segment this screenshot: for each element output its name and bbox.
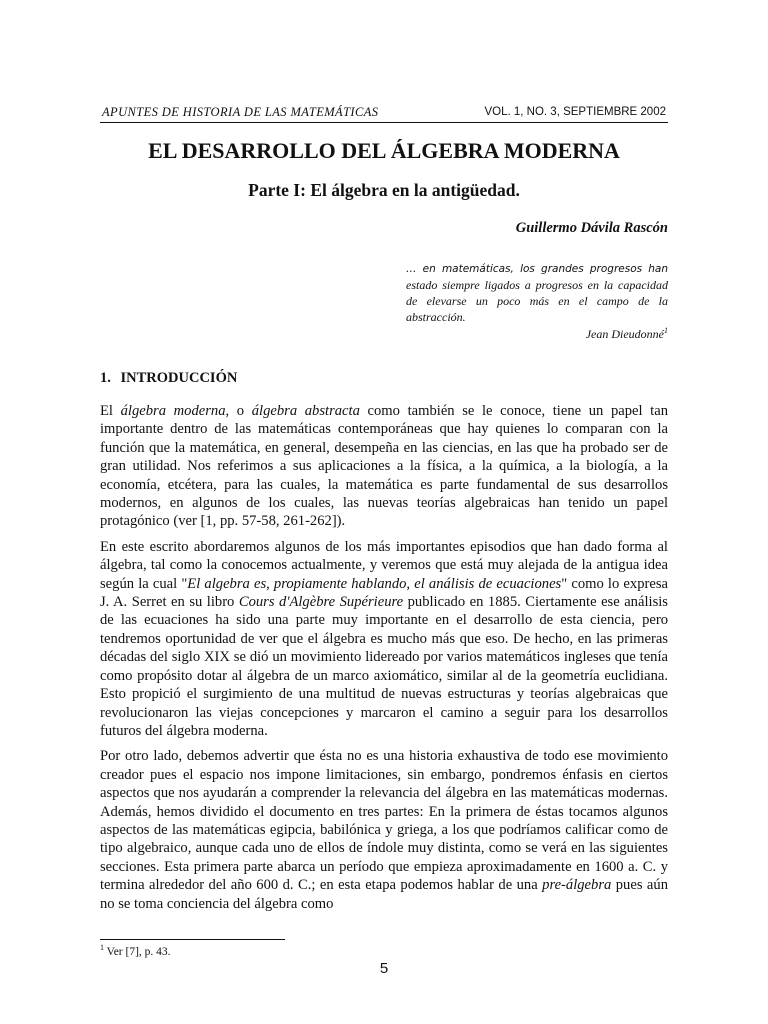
footnote-text: Ver [7], p. 43.	[104, 946, 171, 958]
epigraph-author: Jean Dieudonné	[585, 327, 664, 341]
page-number: 5	[379, 960, 389, 977]
text-run: como también se le conoce, tiene un papel tan importante dentro de las matemáticas contemporáneas que hay quienes lo comparan con la función que la matemática, en general, desempeña en las ciencias, en las que ha probado ser de gran utilidad. Nos referimos a sus aplicaciones a la física, a la química, a la biología, a la economía, etcétera, para las cuales, la matemática es parte fundamental de sus desarrollos modernos, en algunos de los cuales, las nuevas teorías algebraicas han tenido un papel protagónico (ver [1, pp. 57-58, 261-262]).	[100, 403, 669, 530]
book-title: Cours d'Algèbre Supérieure	[238, 594, 404, 611]
text-run: En este escrito abordaremos algunos de los más importantes episodios que han dado forma al álgebra, tal como la conocemos actualmente, y veremos que está muy alejada de la antigua idea según la cual "	[100, 538, 668, 592]
footnote-divider	[100, 939, 285, 940]
epigraph-lead: … en matemáticas, los grandes progresos han	[406, 263, 668, 275]
paragraph-1	[100, 402, 668, 531]
epigraph-text: estado siempre ligados a progresos en la capacidad de elevarse un poco más en el campo de la abstracción.	[406, 278, 668, 324]
running-header	[100, 104, 668, 123]
footnote-reference: 1	[664, 326, 668, 335]
text-run: publicado en 1885. Ciertamente ese análisis de las ecuaciones ha sido una parte muy importante en el desarrollo de esta ciencia, pero tendremos oportunidad de ver que el álgebra es mucho más que eso. De hecho, en las primeras décadas del siglo XIX se dió un movimiento lidereado por varios matemáticos ingleses que tenía como propósito dotar al álgebra de un marco axiomático, similar al de la geometría euclidiana. Esto propició el surgimiento de una multitud de nuevas estructuras y teorías algebraicas que revolucionaron las viejas concepciones y marcaron el camino a seguir para los desarrollos futuros del álgebra moderna.	[100, 594, 668, 739]
article-title: EL DESARROLLO DEL ÁLGEBRA MODERNA	[148, 138, 620, 163]
footnote-mark: 1	[100, 943, 104, 953]
footnote	[100, 943, 171, 958]
emphasis-term: pre-álgebra	[542, 877, 612, 894]
text-run: , o	[225, 403, 252, 419]
document-page	[100, 0, 670, 1024]
section-number: 1.	[100, 370, 111, 386]
section-heading	[100, 370, 237, 387]
journal-name: APUNTES DE HISTORIA DE LAS MATEMÁTICAS	[102, 105, 379, 119]
epigraph-quote	[406, 260, 668, 325]
paragraph-2	[100, 538, 668, 740]
author-name: Guillermo Dávila Rascón	[515, 220, 668, 236]
paragraph-3	[100, 747, 668, 913]
issue-info: VOL. 1, NO. 3, SEPTIEMBRE 2002	[484, 106, 666, 118]
emphasis-quote: El algebra es, propiamente hablando, el análisis de ecuaciones	[187, 575, 562, 592]
emphasis-term: álgebra moderna	[120, 403, 226, 419]
epigraph	[406, 260, 668, 342]
text-run: " como lo expresa J. A. Serret en su libro	[100, 575, 668, 611]
text-run: El	[100, 403, 121, 419]
text-run: pues aún no se toma conciencia del álgebra como	[100, 877, 668, 912]
article-subtitle: Parte I: El álgebra en la antigüedad.	[248, 180, 520, 200]
emphasis-term: álgebra abstracta	[251, 403, 360, 419]
body-text	[100, 402, 668, 920]
text-run: Por otro lado, debemos advertir que ésta no es una historia exhaustiva de todo ese movimiento creador pues el espacio nos impone limitaciones, sin embargo, pondremos énfasis en ciertos aspectos que nos ayudarán a comprender la relevancia del álgebra en las matemáticas modernas. Además, hemos dividido el documento en tres partes: En la primera de éstas tocamos algunos aspectos de las matemáticas egipcia, babilónica y griega, a los que podríamos calificar como de tipo algebraico, aunque cada uno de ellos de índole muy distinta, como se verá en las siguientes secciones. Esta primera parte abarca un período que empieza aproximadamente en 1600 a. C. y termina alrededor del año 600 d. C.; en esta etapa podemos hablar de una	[100, 748, 668, 894]
section-title: INTRODUCCIÓN	[120, 370, 238, 386]
epigraph-attribution	[406, 326, 668, 342]
